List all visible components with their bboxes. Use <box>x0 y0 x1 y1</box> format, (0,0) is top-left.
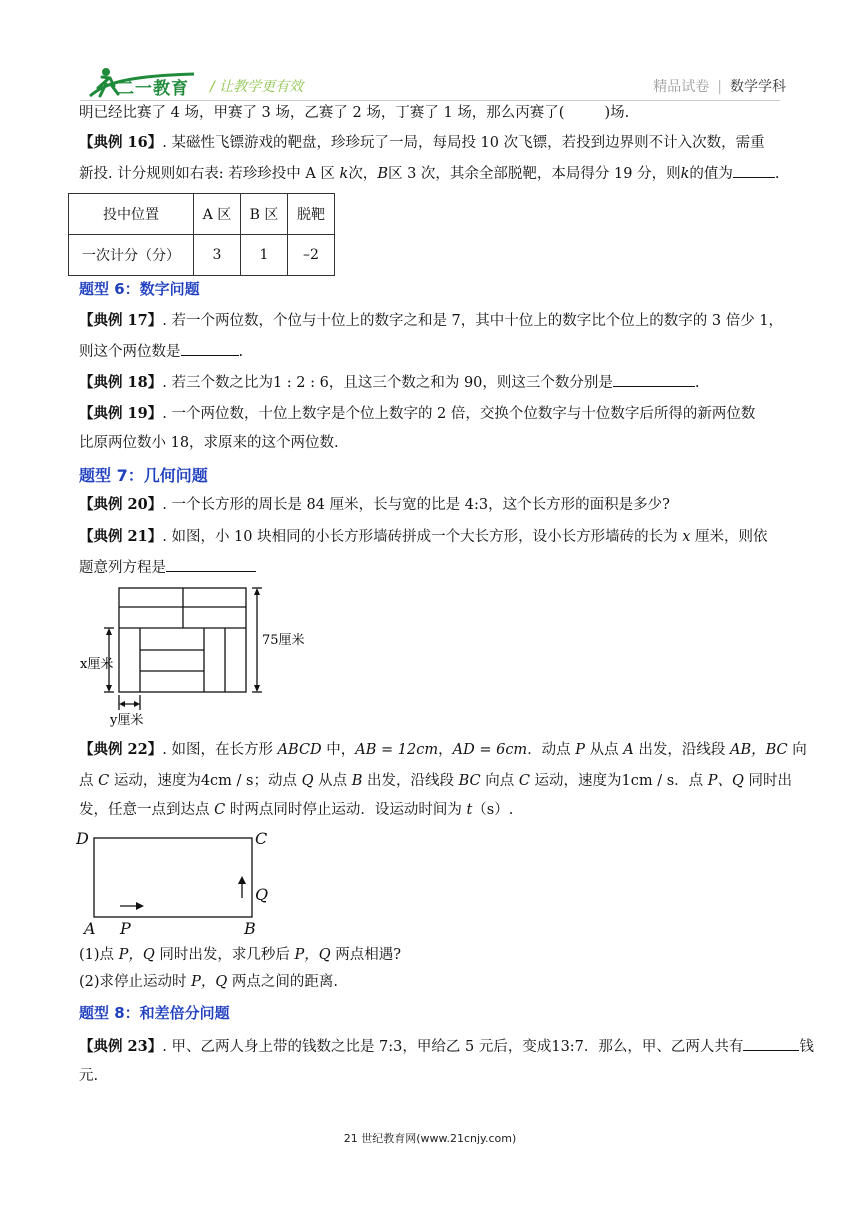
example-19-line-2: 比原两位数小 18，求原来的这个两位数. <box>79 435 339 451</box>
example-22-line-2: 点 C 运动，速度为4cm / s；动点 Q 从点 B 出发，沿线段 BC 向点 C 运动，速度为1cm / s．点 P、Q 同时出 <box>79 773 793 789</box>
answer-blank <box>733 163 775 178</box>
continued-line: 明已经比赛了 4 场，甲赛了 3 场，乙赛了 2 场，丁赛了 1 场，那么丙赛了( )场. <box>79 105 630 121</box>
example-16-line-2: 新投. 计分规则如右表: 若珍珍投中 A 区 k次，B区 3 次，其余全部脱靶，本局得分 19 分，则k的值为 . <box>79 163 780 184</box>
header-rule <box>80 100 780 101</box>
header-right <box>653 76 786 96</box>
section-heading-type-8: 题型 8：和差倍分问题 <box>79 1004 230 1022</box>
example-17-line-2: 则这个两位数是 . <box>79 341 243 362</box>
brand-name: 二一教育 <box>117 79 189 99</box>
section-heading-type-7: 题型 7：几何问题 <box>79 466 208 485</box>
question-1: (1)点 P，Q 同时出发，求几秒后 P，Q 两点相遇? <box>79 947 402 963</box>
vertex-c-label: C <box>255 829 268 848</box>
page-footer: 21 世纪教育网(www.21cnjy.com) <box>343 1132 517 1145</box>
answer-blank <box>166 557 256 572</box>
example-22-line-1: 【典例 22】. 如图，在长方形 ABCD 中，AB = 12cm，AD = 6cm．动点 P 从点 A 出发，沿线段 AB，BC 向 <box>79 741 807 758</box>
vertex-d-label: D <box>76 829 89 848</box>
score-table <box>68 193 335 276</box>
answer-blank <box>613 372 695 387</box>
example-23-line-1: 【典例 23】. 甲、乙两人身上带的钱数之比是 7:3，甲给乙 5 元后，变成13:7．那么，甲、乙两人共有 钱 <box>79 1038 814 1055</box>
brick-wall-figure <box>76 582 316 732</box>
example-17-line-1: 【典例 17】. 若一个两位数，个位与十位上的数字之和是 7，其中十位上的数字比个位上的数字的 3 倍少 1， <box>79 312 784 329</box>
example-18-line: 【典例 18】. 若三个数之比为1 : 2 : 6，且这三个数之和为 90，则这三个数分别是 . <box>79 374 700 391</box>
example-23-line-2: 元. <box>79 1068 99 1084</box>
point-q-label: Q <box>255 885 269 904</box>
answer-blank <box>181 341 239 356</box>
question-2: (2)求停止运动时 P，Q 两点之间的距离. <box>79 974 339 990</box>
height-label: 75厘米 <box>262 633 305 648</box>
example-20-line: 【典例 20】. 一个长方形的周长是 84 厘米，长与宽的比是 4:3，这个长方形的面积是多少? <box>79 496 670 513</box>
rectangle-abcd-figure <box>74 826 274 938</box>
answer-blank <box>743 1036 799 1051</box>
table-row: 一次计分（分） 3 1 –2 <box>69 235 335 276</box>
vertex-b-label: B <box>244 919 256 938</box>
x-length-label: x厘米 <box>80 657 114 672</box>
header-label: 精品试卷 <box>653 79 710 95</box>
example-19-line-1: 【典例 19】. 一个两位数，十位上数字是个位上数字的 2 倍，交换个位数字与十位数字后所得的新两位数 <box>79 405 756 422</box>
example-21-line-1: 【典例 21】. 如图，小 10 块相同的小长方形墙砖拼成一个大长方形，设小长方形墙砖的长为 x 厘米，则依 <box>79 528 768 545</box>
table-row: 投中位置 A 区 B 区 脱靶 <box>69 194 335 235</box>
section-heading-type-6: 题型 6：数字问题 <box>79 280 200 298</box>
vertex-a-label: A <box>84 919 96 938</box>
header-subject: 数学学科 <box>730 79 786 95</box>
header-separator: | <box>717 79 722 95</box>
example-21-line-2: 题意列方程是 <box>79 557 256 578</box>
brand-slogan: / 让教学更有效 <box>210 79 304 95</box>
y-width-label: y厘米 <box>110 713 144 728</box>
point-p-label: P <box>120 919 131 938</box>
example-16-line-1: 【典例 16】. 某磁性飞镖游戏的靶盘，珍珍玩了一局，每局投 10 次飞镖，若投到边界则不计入次数，需重 <box>79 134 765 151</box>
example-22-line-3: 发，任意一点到达点 C 时两点同时停止运动．设运动时间为 t（s）. <box>79 802 514 818</box>
